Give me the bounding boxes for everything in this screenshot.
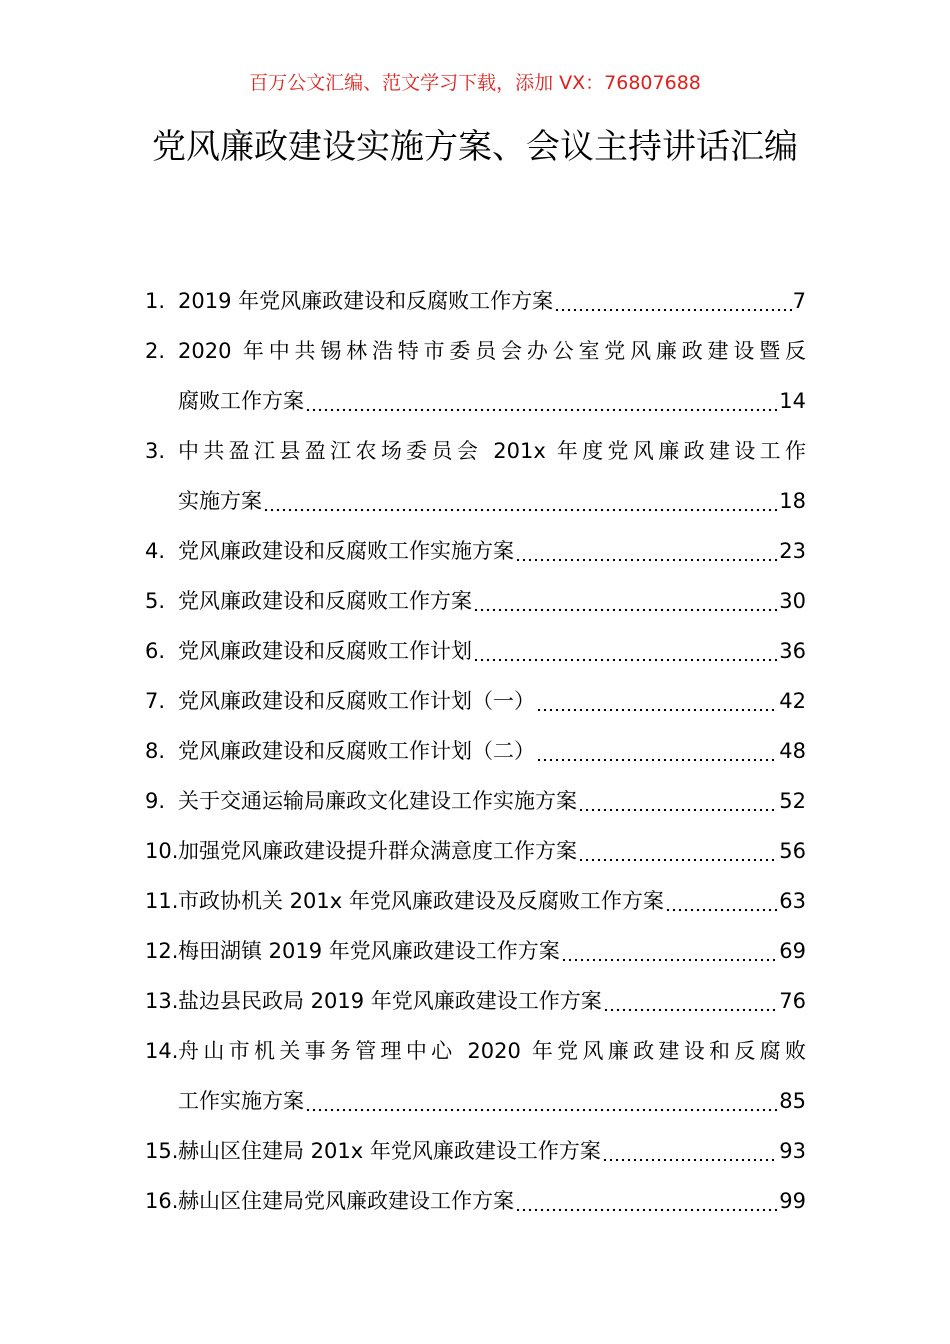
toc-entry-title: 舟山市机关事务管理中心 2020 年党风廉政建设和反腐败 xyxy=(178,1039,806,1063)
toc-entry-number: 15. xyxy=(145,1139,179,1163)
toc-entry-number: 13. xyxy=(145,989,179,1013)
toc-entry-number: 16. xyxy=(145,1189,179,1213)
toc-entry-page: 18 xyxy=(779,489,806,513)
toc-entry[interactable] xyxy=(145,726,806,776)
download-banner: 百万公文汇编、范文学习下载，添加 VX：76807688 xyxy=(249,72,701,94)
dot-leader xyxy=(536,708,778,712)
dot-leader xyxy=(263,508,778,512)
toc-entry[interactable] xyxy=(145,976,806,1026)
toc-entry-page: 30 xyxy=(779,589,806,613)
dot-leader xyxy=(515,558,778,562)
toc-entry-page: 76 xyxy=(779,989,806,1013)
dot-leader xyxy=(473,608,778,612)
dot-leader xyxy=(473,658,778,662)
toc-entry-page: 85 xyxy=(779,1089,806,1113)
toc-entry[interactable] xyxy=(145,876,806,926)
toc-entry[interactable] xyxy=(145,776,806,826)
dot-leader xyxy=(665,908,778,912)
dot-leader xyxy=(536,758,778,762)
toc-entry[interactable] xyxy=(145,676,806,726)
toc-entry-title: 党风廉政建设和反腐败工作方案 xyxy=(178,589,472,613)
toc-entry-number: 11. xyxy=(145,889,179,913)
toc-entry[interactable] xyxy=(145,576,806,626)
toc-entry[interactable] xyxy=(145,526,806,576)
toc-entry-number: 6. xyxy=(145,639,166,663)
dot-leader xyxy=(305,1108,778,1112)
toc-entry-title: 2019 年党风廉政建设和反腐败工作方案 xyxy=(178,289,554,313)
toc-entry-title: 赫山区住建局 201x 年党风廉政建设工作方案 xyxy=(178,1139,601,1163)
toc-entry[interactable] xyxy=(145,826,806,876)
toc-entry[interactable] xyxy=(145,1026,806,1126)
dot-leader xyxy=(561,958,778,962)
toc-entry-page: 63 xyxy=(779,889,806,913)
dot-leader xyxy=(578,808,778,812)
toc-entry-number: 10. xyxy=(145,839,179,863)
toc-entry-number: 8. xyxy=(145,739,166,763)
toc-entry-title: 盐边县民政局 2019 年党风廉政建设工作方案 xyxy=(178,989,602,1013)
dot-leader xyxy=(602,1158,778,1162)
toc-entry-title: 党风廉政建设和反腐败工作计划（二） xyxy=(178,739,535,763)
toc-entry-title: 赫山区住建局党风廉政建设工作方案 xyxy=(178,1189,514,1213)
toc-entry[interactable] xyxy=(145,276,806,326)
toc-entry-page: 69 xyxy=(779,939,806,963)
toc-entry-number: 14. xyxy=(145,1039,179,1063)
toc-entry-title: 党风廉政建设和反腐败工作实施方案 xyxy=(178,539,514,563)
toc-entry-page: 48 xyxy=(779,739,806,763)
toc-entry-number: 5. xyxy=(145,589,166,613)
toc-entry[interactable] xyxy=(145,426,806,526)
toc-entry-number: 9. xyxy=(145,789,166,813)
toc-entry[interactable] xyxy=(145,1126,806,1176)
toc-entry-page: 14 xyxy=(779,389,806,413)
toc-entry-title: 2020 年中共锡林浩特市委员会办公室党风廉政建设暨反 xyxy=(178,339,806,363)
toc-entry-page: 52 xyxy=(779,789,806,813)
toc-entry-number: 2. xyxy=(145,339,166,363)
toc-entry-title: 加强党风廉政建设提升群众满意度工作方案 xyxy=(178,839,577,863)
toc-entry-page: 93 xyxy=(779,1139,806,1163)
toc-entry[interactable] xyxy=(145,626,806,676)
toc-entry-number: 4. xyxy=(145,539,166,563)
toc-entry-title: 市政协机关 201x 年党风廉政建设及反腐败工作方案 xyxy=(178,889,664,913)
toc-entry-title: 中共盈江县盈江农场委员会 201x 年度党风廉政建设工作 xyxy=(178,439,806,463)
document-title: 党风廉政建设实施方案、会议主持讲话汇编 xyxy=(152,127,798,167)
toc-entry-number: 7. xyxy=(145,689,166,713)
toc-entry-title: 关于交通运输局廉政文化建设工作实施方案 xyxy=(178,789,577,813)
toc-entry-page: 36 xyxy=(779,639,806,663)
toc-entry[interactable] xyxy=(145,1176,806,1226)
dot-leader xyxy=(578,858,778,862)
toc-entry-page: 23 xyxy=(779,539,806,563)
toc-entry-title: 党风廉政建设和反腐败工作计划（一） xyxy=(178,689,535,713)
dot-leader xyxy=(603,1008,778,1012)
toc-entry-title: 腐败工作方案 xyxy=(178,389,304,413)
toc-entry[interactable] xyxy=(145,326,806,426)
toc-entry-title: 党风廉政建设和反腐败工作计划 xyxy=(178,639,472,663)
table-of-contents xyxy=(145,276,806,1226)
toc-entry-page: 7 xyxy=(792,289,806,313)
toc-entry-title: 梅田湖镇 2019 年党风廉政建设工作方案 xyxy=(178,939,560,963)
toc-entry[interactable] xyxy=(145,926,806,976)
toc-entry-page: 42 xyxy=(779,689,806,713)
toc-entry-page: 56 xyxy=(779,839,806,863)
toc-entry-number: 1. xyxy=(145,289,166,313)
toc-entry-title: 工作实施方案 xyxy=(178,1089,304,1113)
dot-leader xyxy=(515,1208,778,1212)
toc-entry-page: 99 xyxy=(779,1189,806,1213)
toc-entry-number: 12. xyxy=(145,939,179,963)
dot-leader xyxy=(305,408,778,412)
toc-entry-number: 3. xyxy=(145,439,166,463)
dot-leader xyxy=(554,308,792,312)
toc-entry-title: 实施方案 xyxy=(178,489,262,513)
